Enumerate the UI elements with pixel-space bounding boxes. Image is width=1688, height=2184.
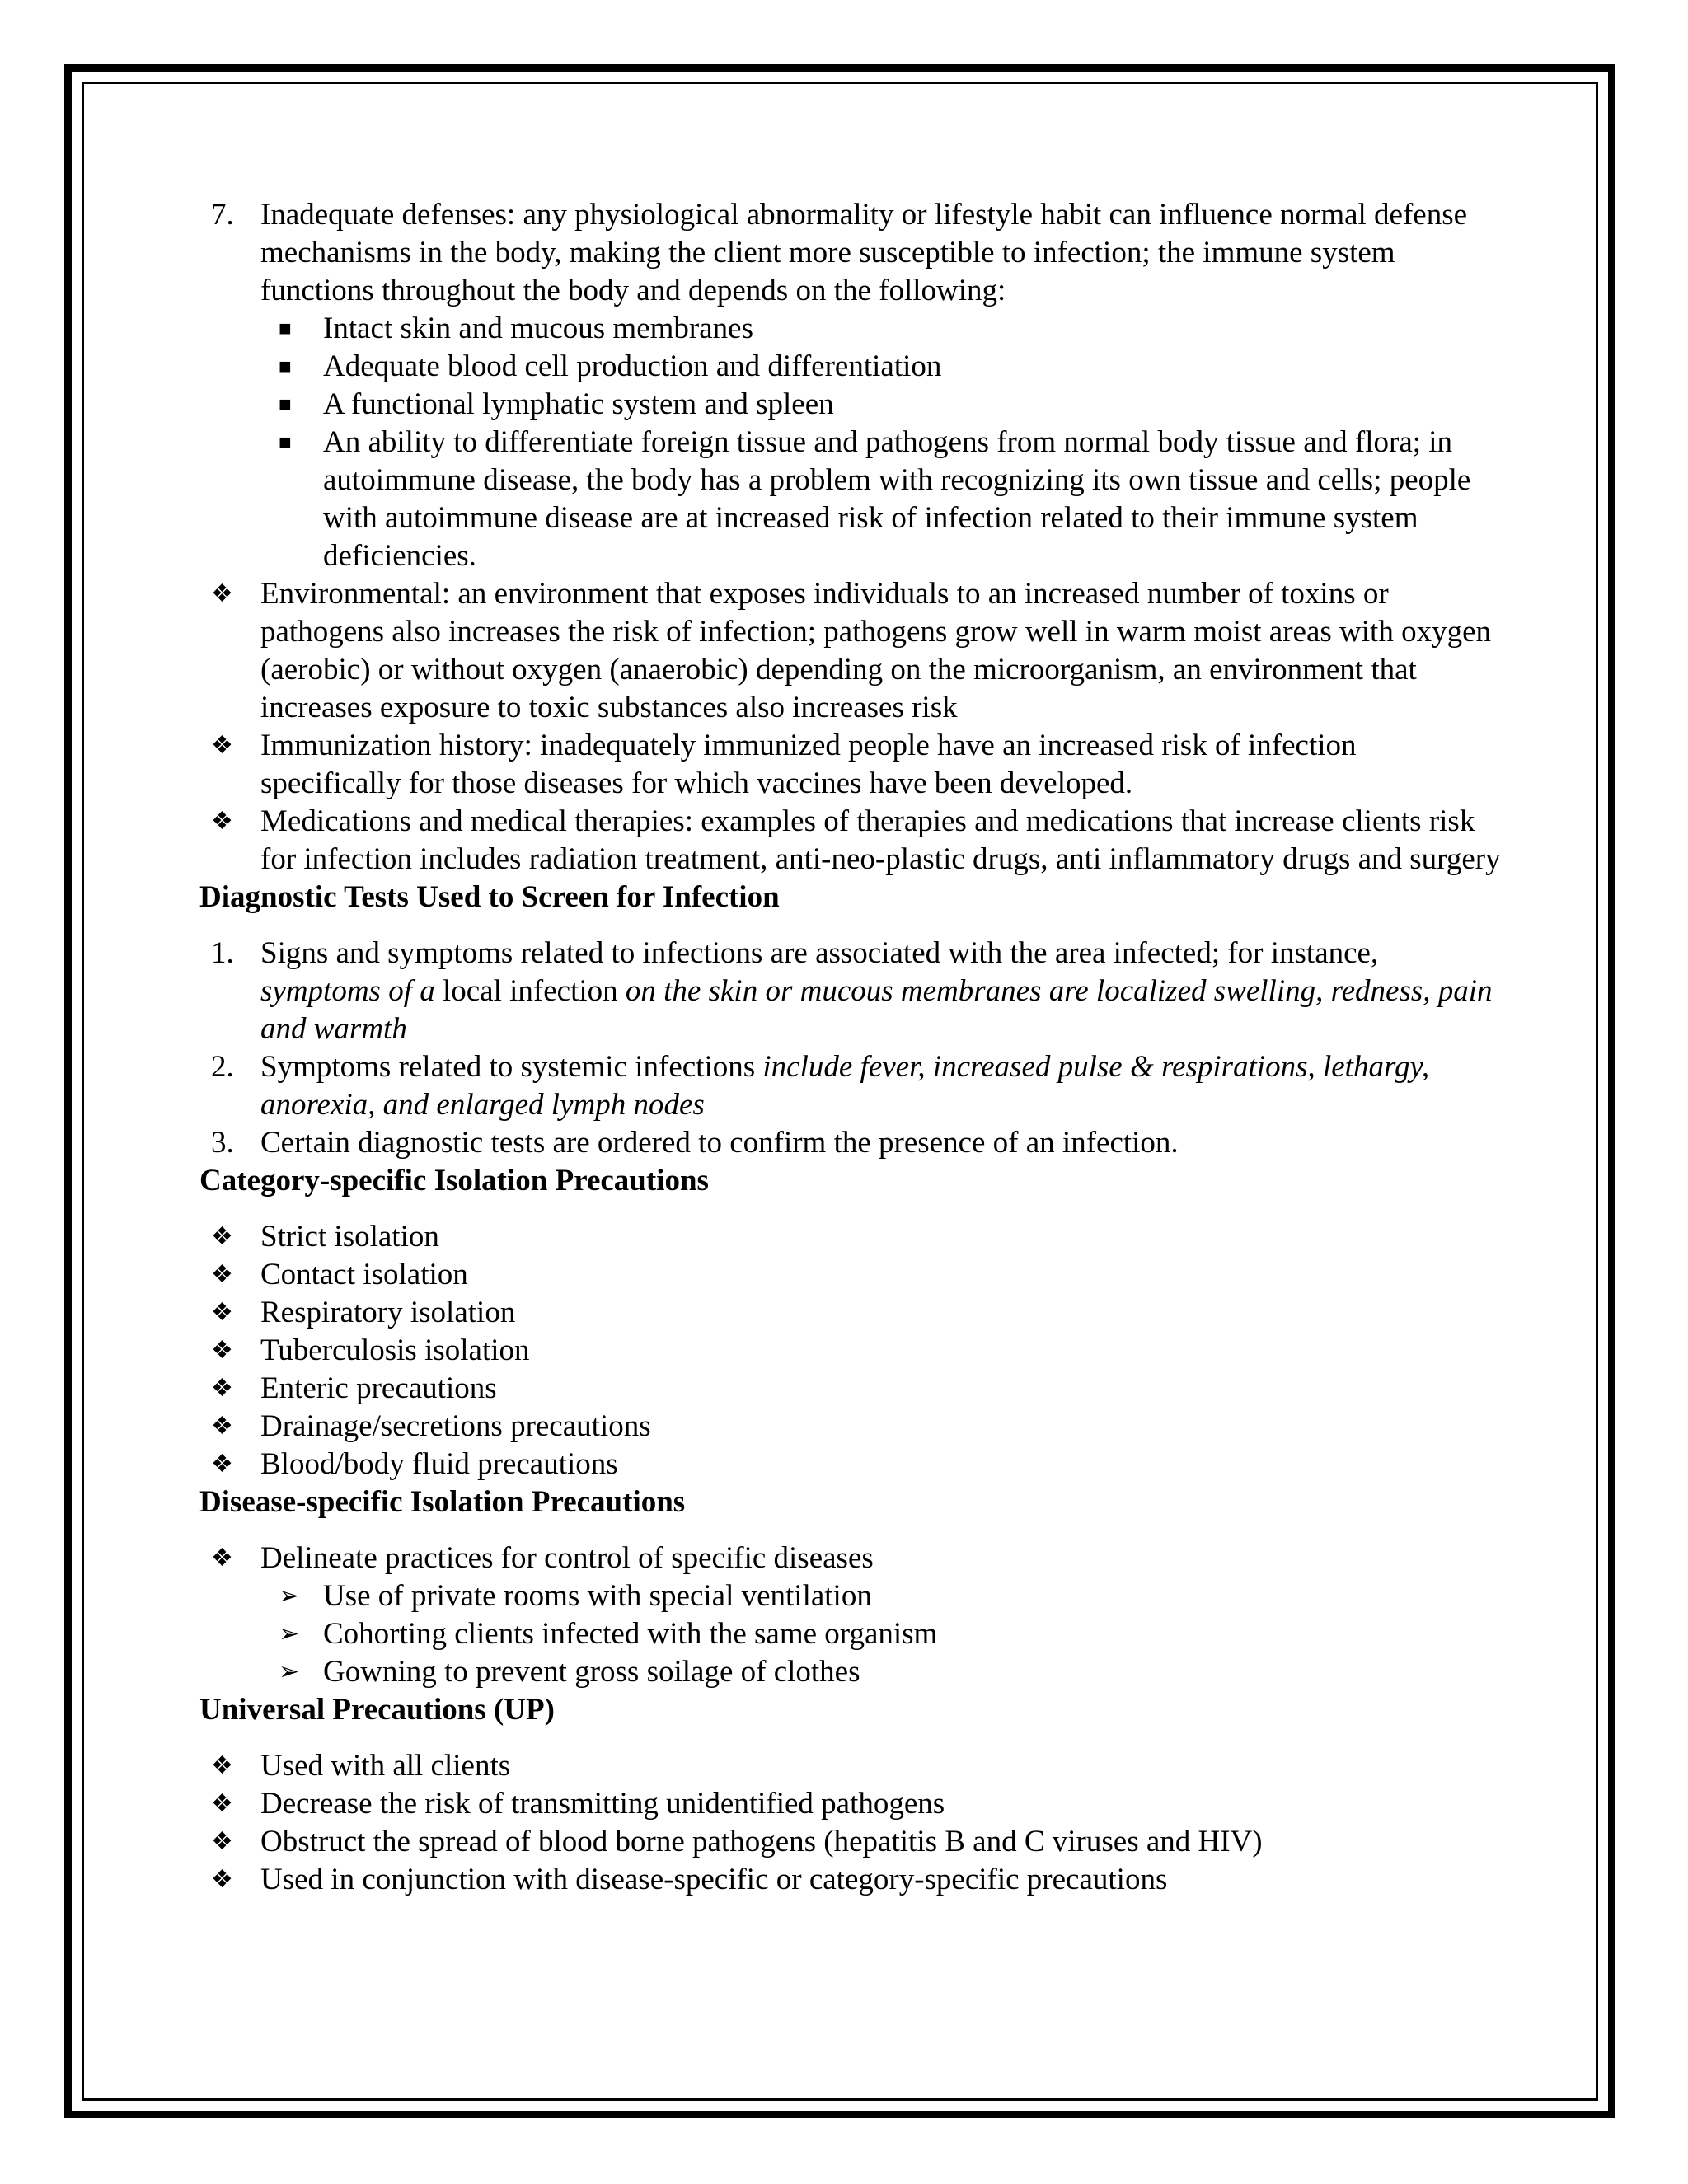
section-heading-universal: Universal Precautions (UP)	[199, 1693, 555, 1727]
item-text: Inadequate defenses: any physiological abnormality or lifestyle habit can influence normal defense mechanisms in the body, making the client more susceptible to infection; the immune system functions throughout the body and depends on the following:	[260, 198, 1468, 307]
sub-bullet	[199, 1577, 1502, 1615]
diamond-bullet-icon: ❖	[211, 580, 233, 607]
list-item	[199, 1861, 1502, 1899]
sub-bullet-text: Adequate blood cell production and differentiation	[323, 349, 942, 383]
square-bullet-icon: ■	[279, 316, 292, 340]
sub-bullet-text: Use of private rooms with special ventilation	[323, 1579, 872, 1613]
sub-bullet	[199, 386, 1502, 424]
list-item	[199, 1408, 1502, 1446]
list-item	[199, 1785, 1502, 1823]
risk-item-medications	[199, 803, 1502, 879]
list-item	[199, 1446, 1502, 1483]
section-heading-category: Category-specific Isolation Precautions	[199, 1164, 709, 1197]
sub-bullet-text: Intact skin and mucous membranes	[323, 312, 753, 345]
diamond-bullet-icon: ❖	[211, 1752, 233, 1779]
list-item	[199, 1823, 1502, 1861]
bullet-text: Blood/body fluid precautions	[260, 1447, 618, 1481]
square-bullet-icon: ■	[279, 392, 292, 416]
list-item	[199, 1332, 1502, 1370]
list-item	[199, 1540, 1502, 1577]
sub-bullet-text: Gowning to prevent gross soilage of clothes	[323, 1655, 860, 1689]
bullet-text: Environmental: an environment that exposes individuals to an increased number of toxins or pathogens also increases the risk of infection; pathogens grow well in warm moist areas with oxygen (aerobic) or without oxygen (anaerobic) depending on the microorganism, an environment that increases exposure to toxic substances also increases risk	[260, 577, 1491, 724]
diamond-bullet-icon: ❖	[211, 732, 233, 759]
bullet-text: Drainage/secretions precautions	[260, 1409, 651, 1443]
diamond-bullet-icon: ❖	[211, 1299, 233, 1326]
sub-bullet	[199, 348, 1502, 386]
section-heading-diagnostic: Diagnostic Tests Used to Screen for Infection	[199, 880, 780, 914]
list-item	[199, 1747, 1502, 1785]
item-text-italic: on the skin or mucous membranes are localized swelling, redness, pain and warmth	[260, 974, 1493, 1046]
diamond-bullet-icon: ❖	[211, 1337, 233, 1364]
bullet-text: Contact isolation	[260, 1258, 468, 1291]
item-text: Certain diagnostic tests are ordered to confirm the presence of an infection.	[260, 1126, 1179, 1160]
numbered-item-7	[199, 196, 1502, 310]
bullet-text: Respiratory isolation	[260, 1296, 516, 1329]
risk-item-immunization	[199, 727, 1502, 803]
item-number: 3.	[211, 1126, 234, 1160]
sub-bullet-text: A functional lymphatic system and spleen	[323, 387, 834, 421]
arrow-bullet-icon: ➢	[279, 1658, 300, 1685]
arrow-bullet-icon: ➢	[279, 1620, 300, 1647]
bullet-text: Medications and medical therapies: examples of therapies and medications that increase clients risk for infection includes radiation treatment, anti-neo-plastic drugs, anti inflammatory drugs and surgery	[260, 804, 1501, 876]
arrow-bullet-icon: ➢	[279, 1582, 300, 1610]
item-number: 2.	[211, 1050, 234, 1084]
numbered-item-1	[199, 935, 1502, 1048]
bullet-text: Enteric precautions	[260, 1371, 497, 1405]
bullet-text: Decrease the risk of transmitting unidentified pathogens	[260, 1787, 945, 1821]
sub-bullet	[199, 1615, 1502, 1653]
numbered-item-3	[199, 1124, 1502, 1162]
diamond-bullet-icon: ❖	[211, 808, 233, 835]
risk-item-environmental	[199, 575, 1502, 727]
diamond-bullet-icon: ❖	[211, 1790, 233, 1817]
item-text: Signs and symptoms related to infections are associated with the area infected; for instance,	[260, 936, 1379, 970]
item-number: 7.	[211, 198, 234, 232]
list-item	[199, 1294, 1502, 1332]
bullet-text: Obstruct the spread of blood borne pathogens (hepatitis B and C viruses and HIV)	[260, 1825, 1263, 1858]
list-item	[199, 1218, 1502, 1256]
bullet-text: Used with all clients	[260, 1749, 511, 1783]
bullet-text: Strict isolation	[260, 1220, 439, 1254]
sub-bullet	[199, 1653, 1502, 1691]
numbered-item-2	[199, 1048, 1502, 1124]
list-item	[199, 1256, 1502, 1294]
section-heading-disease: Disease-specific Isolation Precautions	[199, 1485, 686, 1519]
bullet-text: Used in conjunction with disease-specific or category-specific precautions	[260, 1863, 1168, 1896]
sub-bullet-text: Cohorting clients infected with the same organism	[323, 1617, 938, 1651]
item-text: local infection	[434, 974, 626, 1008]
diamond-bullet-icon: ❖	[211, 1866, 233, 1893]
document-body	[199, 196, 1502, 1899]
bullet-text: Delineate practices for control of specific diseases	[260, 1541, 874, 1575]
diamond-bullet-icon: ❖	[211, 1261, 233, 1288]
diamond-bullet-icon: ❖	[211, 1223, 233, 1250]
bullet-text: Tuberculosis isolation	[260, 1333, 530, 1367]
sub-bullet	[199, 424, 1502, 575]
item-number: 1.	[211, 936, 234, 970]
item-text-italic: symptoms of a	[260, 974, 435, 1008]
item-text: Symptoms related to systemic infections	[260, 1050, 763, 1084]
diamond-bullet-icon: ❖	[211, 1544, 233, 1572]
square-bullet-icon: ■	[279, 354, 292, 378]
diamond-bullet-icon: ❖	[211, 1413, 233, 1440]
diamond-bullet-icon: ❖	[211, 1828, 233, 1855]
item-text-italic: include fever, increased pulse & respirations, lethargy, anorexia, and enlarged lymph nodes	[260, 1050, 1430, 1122]
diamond-bullet-icon: ❖	[211, 1375, 233, 1402]
diamond-bullet-icon: ❖	[211, 1451, 233, 1478]
square-bullet-icon: ■	[279, 430, 292, 454]
bullet-text: Immunization history: inadequately immunized people have an increased risk of infection specifically for those diseases for which vaccines have been developed.	[260, 729, 1357, 800]
sub-bullet-text: An ability to differentiate foreign tissue and pathogens from normal body tissue and flora; in autoimmune disease, the body has a problem with recognizing its own tissue and cells; people with autoimmune disease are at increased risk of infection related to their immune system deficiencies.	[323, 425, 1471, 573]
list-item	[199, 1370, 1502, 1408]
sub-bullet	[199, 310, 1502, 348]
